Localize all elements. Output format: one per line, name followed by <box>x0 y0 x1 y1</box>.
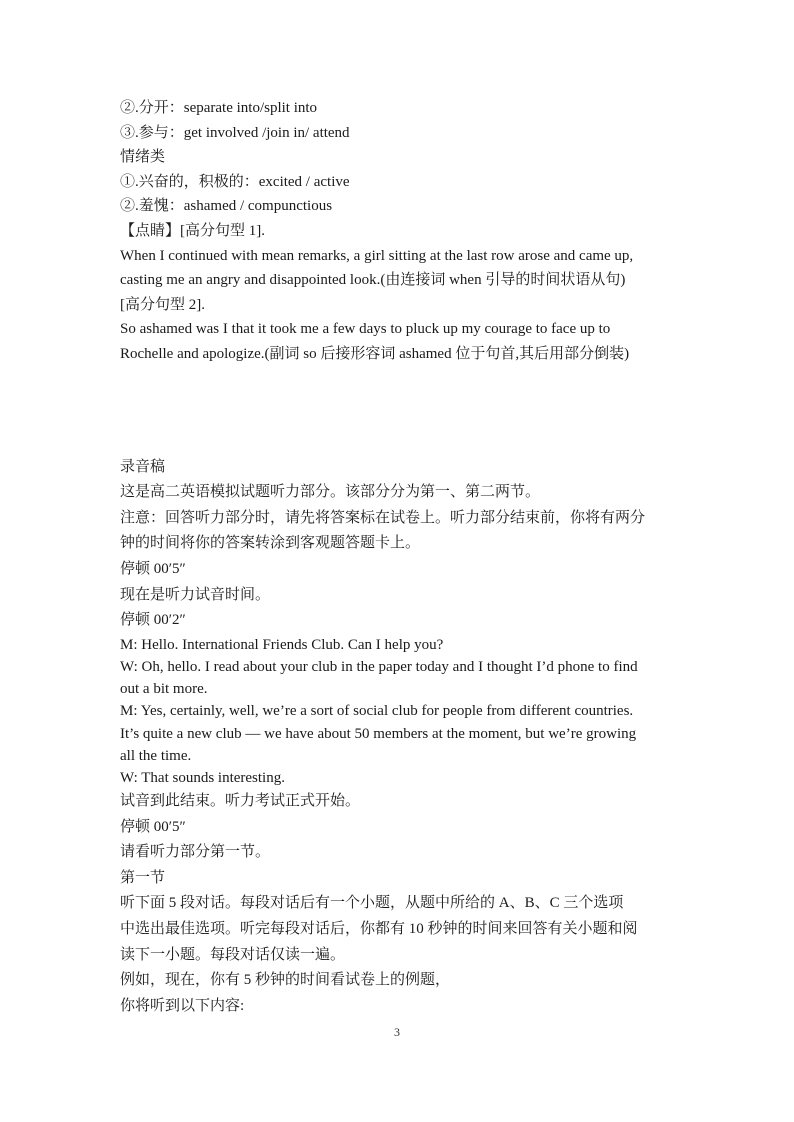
text-line: 读下一小题。每段对话仅读一遍。 <box>120 946 346 963</box>
notes-section <box>120 96 676 367</box>
text-line: 停顿 00′5″ <box>120 818 186 835</box>
text-line: 听下面 5 段对话。每段对话后有一个小题，从题中所给的 A、B、C 三个选项 <box>120 895 624 912</box>
dialogue-line: W: Oh, hello. I read about your club in the paper today and I thought I’d phone to find <box>120 658 638 675</box>
text-line: 例如，现在，你有 5 秒钟的时间看试卷上的例题， <box>120 972 451 989</box>
transcript-section <box>120 455 676 1020</box>
text-line: 这是高二英语模拟试题听力部分。该部分分为第一、第二两节。 <box>120 484 541 501</box>
text-line: [高分句型 2]. <box>120 296 205 313</box>
section-heading: 第一节 <box>120 869 166 886</box>
text-line: Rochelle and apologize.(副词 so 后接形容词 ashamed 位于句首,其后用部分倒装) <box>120 345 630 362</box>
dialogue-line: M: Yes, certainly, well, we’re a sort of social club for people from different countries. <box>120 703 634 720</box>
text-line: 注意：回答听力部分时，请先将答案标在试卷上。听力部分结束前，你将有两分 <box>120 509 646 526</box>
text-line: 停顿 00′2″ <box>120 612 186 629</box>
text-line: So ashamed was I that it took me a few days to pluck up my courage to face up to <box>120 321 611 338</box>
text-line: 中选出最佳选项。听完每段对话后，你都有 10 秒钟的时间来回答有关小题和阅 <box>120 921 638 938</box>
text-line: 钟的时间将你的答案转涂到客观题答题卡上。 <box>120 535 421 552</box>
dialogue <box>120 634 676 789</box>
text-line: ①.兴奋的，积极的：excited / active <box>120 173 350 190</box>
text-line: 你将听到以下内容: <box>120 997 245 1014</box>
text-line: 停顿 00′5″ <box>120 560 186 577</box>
text-line: ②.分开：separate into/split into <box>120 100 318 116</box>
document-body <box>120 96 676 1019</box>
text-line: ②.羞愧：ashamed / compunctious <box>120 198 333 215</box>
text-line: 【点睛】[高分句型 1]. <box>120 222 265 239</box>
text-line: 情绪类 <box>120 149 166 166</box>
dialogue-line: It’s quite a new club — we have about 50 members at the moment, but we’re growing <box>120 725 637 742</box>
text-line: 现在是听力试音时间。 <box>120 586 271 603</box>
text-line: 试音到此结束。听力考试正式开始。 <box>120 793 361 810</box>
page-number: 3 <box>394 1025 400 1039</box>
dialogue-line: all the time. <box>120 747 192 764</box>
text-line: When I continued with mean remarks, a girl sitting at the last row arose and came up, <box>120 247 634 264</box>
dialogue-line: M: Hello. International Friends Club. Can I help you? <box>120 636 444 653</box>
text-line: casting me an angry and disappointed look.(由连接词 when 引导的时间状语从句) <box>120 272 626 289</box>
dialogue-line: W: That sounds interesting. <box>120 769 285 786</box>
text-line: 请看听力部分第一节。 <box>120 844 271 861</box>
section-heading: 录音稿 <box>120 458 166 475</box>
dialogue-line: out a bit more. <box>120 681 208 698</box>
text-line: ③.参与：get involved /join in/ attend <box>120 124 350 141</box>
